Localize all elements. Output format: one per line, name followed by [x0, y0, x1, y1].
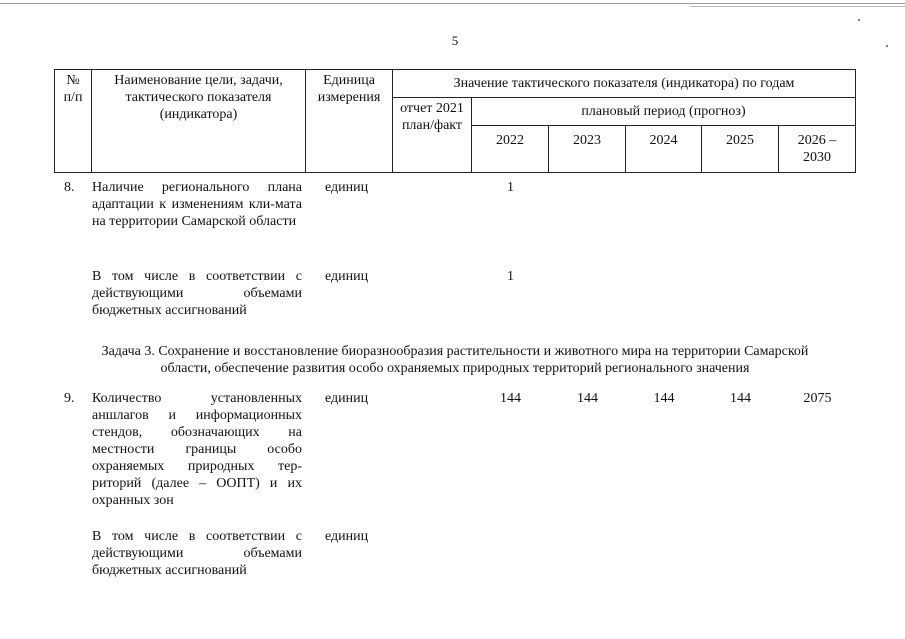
- header-report: отчет 2021 план/факт: [393, 98, 472, 173]
- header-year: 2024: [626, 126, 702, 173]
- top-border-line: [0, 3, 905, 4]
- indicator-name: В том числе в соответствии с действующими объемами бюджетных ассигнований: [92, 269, 302, 318]
- indicator-name: В том числе в соответствии с действующими объемами бюджетных ассигнований: [92, 529, 302, 578]
- task-3-heading: Задача 3. Сохранение и восстановление биоразнообразия растительности и животного мира на территории Самарской области, обеспечение развития особо охраняемых природных территорий регионального значения: [101, 344, 809, 376]
- page-number: 5: [451, 33, 459, 48]
- value-2024: 144: [730, 391, 751, 406]
- indicator-unit: единиц: [325, 391, 369, 406]
- value-2025: 2075: [803, 391, 832, 406]
- header-year: 2022: [472, 126, 549, 173]
- top-border-line: [690, 6, 905, 7]
- header-year: 2025: [702, 126, 779, 173]
- header-no: № п/п: [55, 70, 92, 173]
- header-year: 2026 – 2030: [779, 126, 856, 173]
- indicator-name: Наличие регионального плана адаптации к изменениям кли-мата на территории Самарской области: [92, 180, 302, 229]
- indicator-table-header: [54, 69, 856, 173]
- scan-speck: [886, 45, 888, 47]
- header-planned-period: плановый период (прогноз): [472, 98, 856, 126]
- header-name: Наименование цели, задачи, тактического показателя (индикатора): [92, 70, 306, 173]
- indicator-unit: единиц: [325, 529, 369, 544]
- indicator-name: Количество установленных аншлагов и информационных стендов, обозначающих на местности границы особо охраняемых природных тер-риторий (далее – ООПТ) и их охранных зон: [92, 391, 302, 508]
- indicator-unit: единиц: [325, 180, 369, 195]
- report-value: 144: [500, 391, 521, 406]
- indicator-unit: единиц: [325, 269, 369, 284]
- header-year: 2023: [549, 126, 626, 173]
- report-value: 1: [507, 180, 514, 195]
- header-values-by-year: Значение тактического показателя (индикатора) по годам: [393, 70, 856, 98]
- scan-speck: [858, 19, 860, 21]
- value-2023: 144: [653, 391, 675, 406]
- row-number: 9.: [64, 391, 75, 406]
- report-value: 1: [507, 269, 514, 284]
- row-number: 8.: [64, 180, 75, 195]
- header-unit: Единица измерения: [306, 70, 393, 173]
- value-2022: 144: [577, 391, 598, 406]
